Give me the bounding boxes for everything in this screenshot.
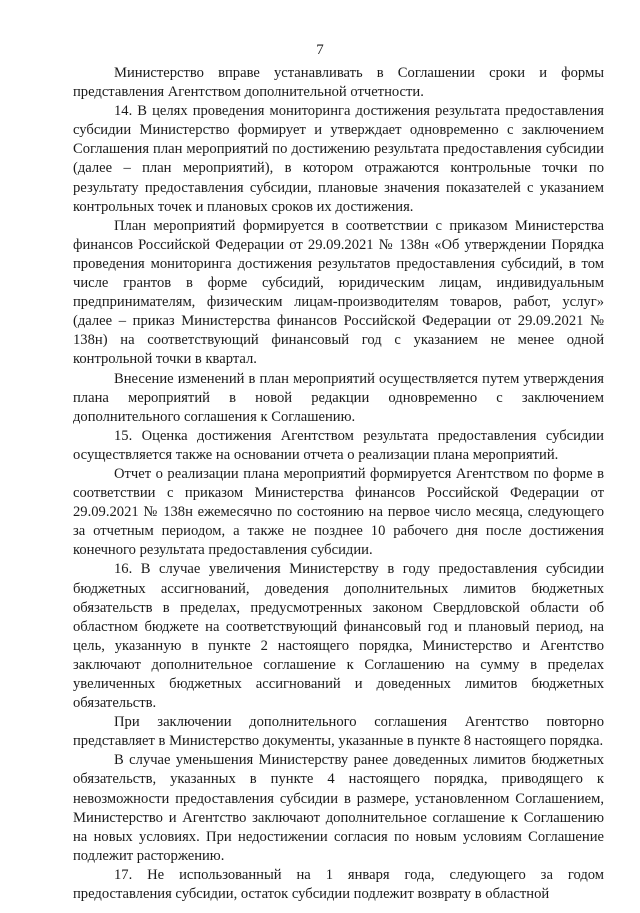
paragraph-17-unused-balance: 17. Не использованный на 1 января года, следующего за годом предоставления субсидии, остаток субсидии подлежит возврату в областной (73, 866, 604, 903)
paragraph-reporting-terms: Министерство вправе устанавливать в Соглашении сроки и формы представления Агентством дополнительной отчетности. (73, 65, 604, 101)
paragraph-14-monitoring: 14. В целях проведения мониторинга достижения результата предоставления субсидии Министерство формирует и утверждает одновременно с заключением Соглашения план мероприятий по достижению результата предоставления субсидии (далее – план мероприятий), в котором отражаются контрольные точки по результату предоставления субсидии, плановые значения показателей с указанием контрольных точек и плановых сроков их достижения. (73, 103, 604, 215)
document-body (73, 64, 604, 904)
paragraph-action-plan: План мероприятий формируется в соответствии с приказом Министерства финансов Российской Федерации от 29.09.2021 № 138н «Об утверждении Порядка проведения мониторинга достижения результатов предоставления субсидий, в том числе грантов в форме субсидий, юридическим лицам, индивидуальным предпринимателям, физическим лицам-производителям товаров, работ, услуг» (далее – приказ Министерства финансов Российской Федерации от 29.09.2021 № 138н) на соответствующий финансовый год с указанием не менее одной контрольной точки в квартал. (73, 217, 604, 368)
paragraph-additional-agreement: При заключении дополнительного соглашения Агентство повторно представляет в Министерство документы, указанные в пункте 8 настоящего порядка. (73, 714, 604, 750)
paragraph-decrease: В случае уменьшения Министерству ранее доведенных лимитов бюджетных обязательств, указанных в пункте 4 настоящего порядка, приводящего к невозможности предоставления субсидии в размере, установленном Соглашением, Министерство и Агентство заключают дополнительное соглашение к Соглашению на новых условиях. При недостижении согласия по новым условиям Соглашение подлежит расторжению. (73, 752, 604, 864)
paragraph-plan-changes: Внесение изменений в план мероприятий осуществляется путем утверждения плана мероприятий в новой редакции одновременно с заключением дополнительного соглашения к Соглашению. (73, 370, 604, 425)
paragraph-16-increase: 16. В случае увеличения Министерству в году предоставления субсидии бюджетных ассигнований, доведения дополнительных лимитов бюджетных обязательств в пределах, предусмотренных законом Свердловской области об областном бюджете на соответствующий финансовый год и плановый период, на цель, указанную в пункте 2 настоящего порядка, Министерство и Агентство заключают дополнительное соглашение к Соглашению на сумму в пределах увеличенных бюджетных ассигнований и доведенных лимитов бюджетных обязательств. (73, 561, 604, 712)
paragraph-15-assessment: 15. Оценка достижения Агентством результата предоставления субсидии осуществляется также на основании отчета о реализации плана мероприятий. (73, 427, 604, 463)
paragraph-plan-report: Отчет о реализации плана мероприятий формируется Агентством по форме в соответствии с приказом Министерства финансов Российской Федерации от 29.09.2021 № 138н ежемесячно по состоянию на первое число месяца, следующего за отчетным периодом, а также не позднее 10 рабочего дня после достижения конечного результата предоставления субсидии. (73, 465, 604, 559)
page-number: 7 (316, 42, 324, 58)
